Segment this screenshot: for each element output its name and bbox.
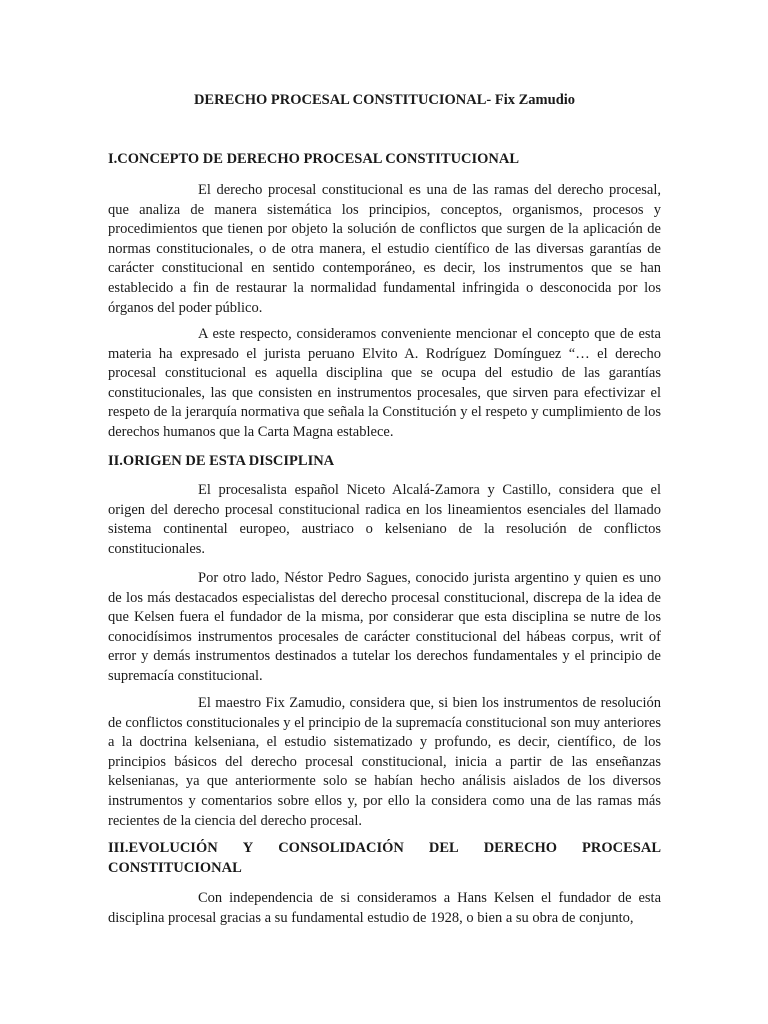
section-heading-evolucion-line1 [108,839,661,859]
paragraph: A este respecto, consideramos conveniente mencionar el concepto que de esta materia ha expresado el jurista peruano Elvito A. Rodríguez Domínguez “… el derecho procesal constitucional es aquella disciplina que se ocupa del estudio de las garantías constitucionales, las que consisten en instrumentos procesales, que sirven para efectivizar el respeto de la jerarquía normativa que señala la Constitución y el respeto y cumplimiento de los derechos humanos que la Carta Magna establece. [108,326,661,440]
heading-word: Y [242,840,254,856]
section-heading-concepto: I.CONCEPTO DE DERECHO PROCESAL CONSTITUCIONAL [108,151,520,167]
heading-word: CONSOLIDACIÓN [278,840,404,856]
document-title: DERECHO PROCESAL CONSTITUCIONAL- Fix Zamudio [193,92,576,108]
paragraph: Por otro lado, Néstor Pedro Sagues, conocido jurista argentino y quien es uno de los más destacados especialistas del derecho procesal constitucional, discrepa de la idea de que Kelsen fuera el fundador de la misma, por considerar que esta disciplina se nutre de los conocidísimos instrumentos procesales de carácter constitucional del hábeas corpus, writ of error y demás instrumentos destinados a tutelar los derechos fundamentales y el principio de supremacía constitucional. [108,570,661,684]
heading-word: PROCESAL [582,840,661,856]
section-heading-evolucion [108,839,661,878]
paragraph: El procesalista español Niceto Alcalá-Zamora y Castillo, considera que el origen del derecho procesal constitucional radica en los lineamientos esenciales del llamado sistema continental europeo, austriaco o kelseniano de la resolución de conflictos constitucionales. [108,482,661,557]
paragraph: El derecho procesal constitucional es una de las ramas del derecho procesal, que analiza de manera sistemática los principios, conceptos, organismos, procesos y procedimientos que tienen por objeto la solución de conflictos que surgen de la aplicación de normas constitucionales, o de otra manera, el estudio científico de las diversas garantías de carácter constitucional en sentido contemporáneo, es decir, los instrumentos que se han establecido a fin de restaurar la normalidad fundamental infringida o desconocida por los órganos del poder público. [108,182,661,316]
section-heading-origen: II.ORIGEN DE ESTA DISCIPLINA [108,453,335,469]
heading-word: III.EVOLUCIÓN [108,840,218,856]
heading-word: DEL [428,840,459,856]
section-heading-evolucion-line2: CONSTITUCIONAL [108,859,242,876]
paragraph: El maestro Fix Zamudio, considera que, si bien los instrumentos de resolución de conflictos constitucionales y el principio de la supremacía constitucional son muy anteriores a la doctrina kelseniana, el estudio sistematizado y profundo, es decir, científico, de los principios básicos del derecho procesal constitucional, inicia a partir de las enseñanzas kelsenianas, ya que anteriormente solo se habían hecho análisis aislados de los diversos instrumentos y comentarios sobre ellos y, por ello la considera como una de las ramas más recientes de la ciencia del derecho procesal. [108,695,661,829]
document-page [108,0,661,1024]
heading-word: DERECHO [483,840,558,856]
paragraph: Con independencia de si consideramos a Hans Kelsen el fundador de esta disciplina procesal gracias a su fundamental estudio de 1928, o bien a su obra de conjunto, [108,890,661,926]
